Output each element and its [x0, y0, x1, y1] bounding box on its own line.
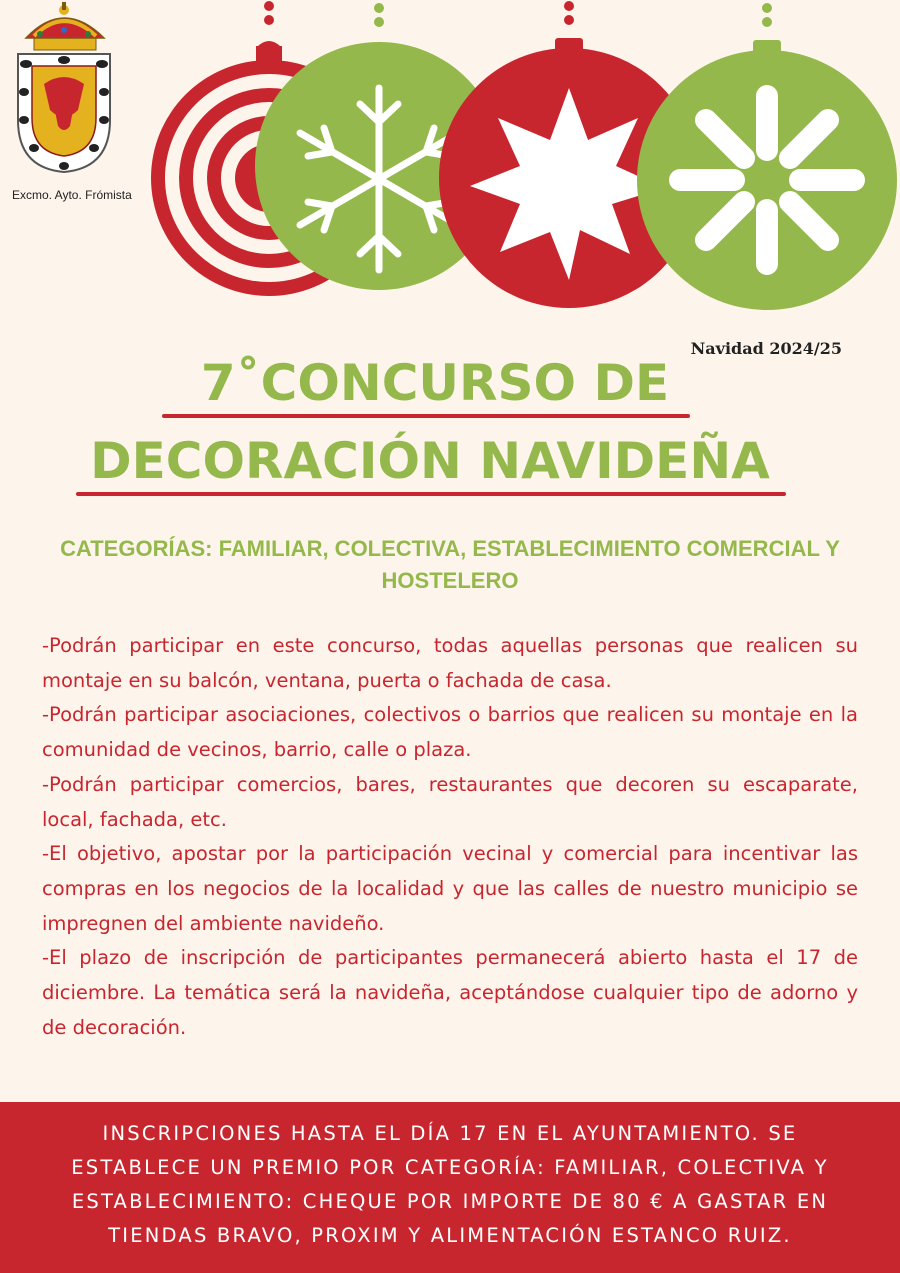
- rule-item: -Podrán participar en este concurso, todas aquellas personas que realicen su montaje en su balcón, ventana, puerta o fachada de casa.: [42, 634, 858, 692]
- rule-item: -El objetivo, apostar por la participación vecinal y comercial para incentivar las compras en los negocios de la localidad y que las calles de nuestro municipio se impregnen del ambiente navideño.: [42, 842, 858, 935]
- asterisk-ornament-icon: [637, 3, 897, 310]
- rules-list: [42, 629, 858, 1045]
- edition-label: Navidad 2024/25: [690, 339, 842, 358]
- footer-banner: [0, 1102, 900, 1273]
- title-underline-1: [162, 414, 690, 418]
- rule-item: -El plazo de inscripción de participantes permanecerá abierto hasta el 17 de diciembre. La temática será la navideña, aceptándose cualquier tipo de adorno y de decoración.: [42, 946, 858, 1039]
- rule-item: -Podrán participar comercios, bares, restaurantes que decoren su escaparate, local, fachada, etc.: [42, 772, 858, 831]
- title-underline-2: [76, 492, 786, 496]
- rule-item: -Podrán participar asociaciones, colectivos o barrios que realicen su montaje en la comunidad de vecinos, barrio, calle o plaza.: [42, 703, 858, 762]
- categories-heading: CATEGORÍAS: FAMILIAR, COLECTIVA, ESTABLECIMIENTO COMERCIAL Y HOSTELERO: [60, 536, 840, 593]
- municipal-crest-icon: [12, 0, 116, 180]
- page-title-line-2: DECORACIÓN NAVIDEÑA: [90, 432, 770, 490]
- page-title-line-1: 7˚CONCURSO DE: [200, 354, 670, 412]
- christmas-ornaments: [150, 0, 900, 310]
- crest-caption: Excmo. Ayto. Frómista: [12, 188, 132, 202]
- footer-text: INSCRIPCIONES HASTA EL DÍA 17 EN EL AYUNTAMIENTO. SE ESTABLECE UN PREMIO POR CATEGORÍA: FAMILIAR, COLECTIVA Y ESTABLECIMIENTO: CHEQUE POR IMPORTE DE 80 € A GASTAR EN TIENDAS BRAVO, PROXIM Y ALIMENTACIÓN ESTANCO RUIZ.: [71, 1122, 829, 1247]
